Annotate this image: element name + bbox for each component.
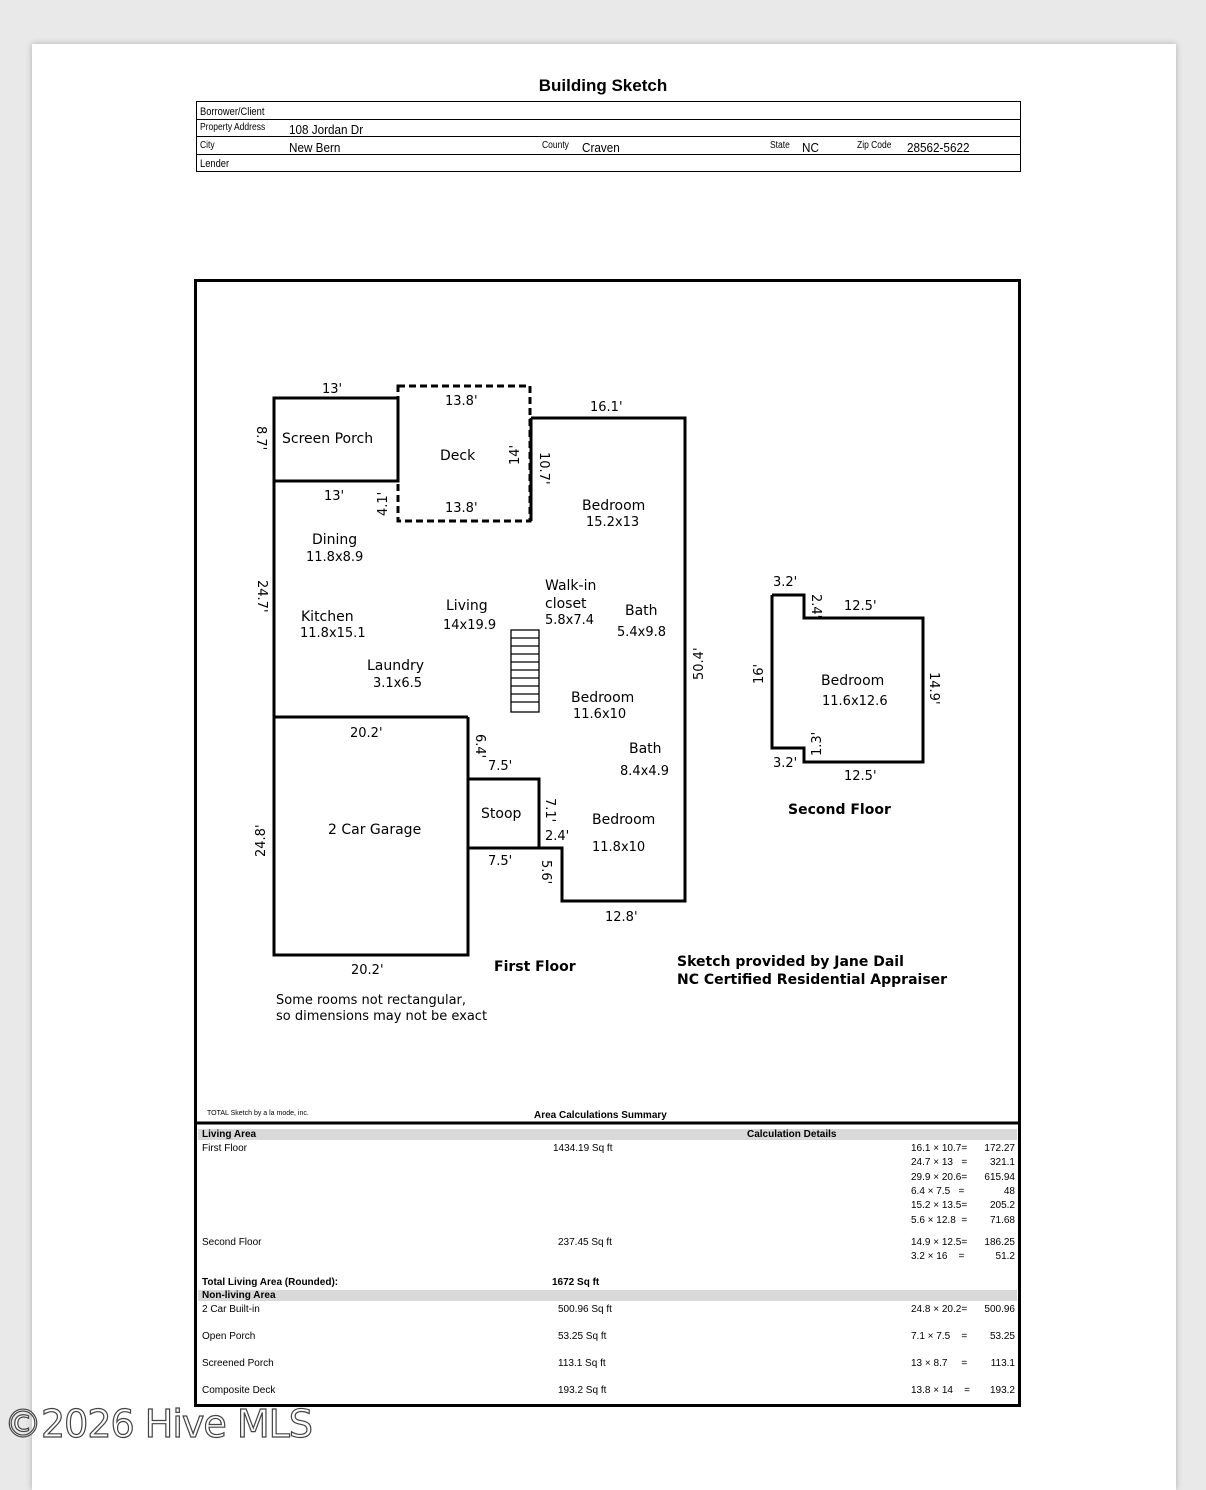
dim-step: 2.4' bbox=[545, 829, 570, 844]
kitchen-size: 11.8x15.1 bbox=[300, 626, 366, 641]
non-living-calc-expr: 24.8 × 20.2= bbox=[911, 1304, 968, 1315]
dim-sf-bottom: 12.5' bbox=[844, 769, 877, 784]
dim-deck-bottom: 13.8' bbox=[445, 501, 478, 516]
first-floor-walls bbox=[274, 398, 685, 955]
bath1-size: 5.4x9.8 bbox=[617, 625, 667, 640]
zip-label: Zip Code bbox=[857, 140, 892, 151]
county-value: Craven bbox=[582, 140, 620, 155]
total-living-label: Total Living Area (Rounded): bbox=[202, 1277, 339, 1288]
borrower-label: Borrower/Client bbox=[200, 106, 265, 118]
non-living-band bbox=[198, 1290, 1017, 1301]
calc-details-heading: Calculation Details bbox=[747, 1129, 837, 1140]
dim-deck-left: 4.1' bbox=[376, 491, 391, 516]
garage-label: 2 Car Garage bbox=[328, 822, 422, 838]
dim-stoop-top: 7.5' bbox=[488, 759, 513, 774]
dim-sf-bottom-left: 3.2' bbox=[773, 756, 798, 771]
first-floor-row-label: First Floor bbox=[202, 1143, 247, 1154]
non-living-calc-expr: 7.1 × 7.5 = bbox=[911, 1331, 968, 1342]
living-size: 14x19.9 bbox=[443, 618, 497, 633]
bedroom3-label: Bedroom bbox=[592, 812, 656, 828]
second-floor-calc-value: 186.25 bbox=[984, 1237, 1015, 1248]
dim-sf-notch-top: 2.4' bbox=[808, 594, 823, 619]
non-living-heading: Non-living Area bbox=[202, 1290, 276, 1301]
summary-title: Area Calculations Summary bbox=[534, 1110, 667, 1121]
living-area-heading: Living Area bbox=[202, 1129, 257, 1140]
non-living-calc-expr: 13 × 8.7 = bbox=[911, 1358, 968, 1369]
dim-sf-top-left: 3.2' bbox=[773, 575, 798, 590]
first-floor-calc-value: 205.2 bbox=[989, 1200, 1015, 1212]
first-floor-calc-expr: 24.7 × 13 = bbox=[911, 1157, 968, 1169]
second-floor-bedroom-size: 11.6x12.6 bbox=[822, 694, 888, 709]
dim-porch-top: 13' bbox=[322, 382, 343, 397]
county-label: County bbox=[542, 140, 569, 151]
stairs-icon bbox=[511, 630, 539, 712]
city-label: City bbox=[200, 140, 215, 151]
dim-deck-top: 13.8' bbox=[445, 394, 478, 409]
second-floor-labels bbox=[752, 575, 941, 818]
dim-sf-top: 12.5' bbox=[844, 599, 877, 614]
bath1-label: Bath bbox=[625, 603, 658, 619]
provider-line-2: NC Certified Residential Appraiser bbox=[677, 972, 948, 988]
non-living-calc-expr: 13.8 × 14 = bbox=[911, 1385, 970, 1396]
second-floor-row-label: Second Floor bbox=[202, 1237, 262, 1248]
non-living-calc-value: 500.96 bbox=[984, 1304, 1015, 1315]
second-floor-row-area: 237.45 Sq ft bbox=[558, 1237, 612, 1248]
living-label: Living bbox=[446, 598, 488, 614]
bedroom3-size: 11.8x10 bbox=[592, 840, 646, 855]
non-living-area: 500.96 Sq ft bbox=[558, 1304, 612, 1315]
second-floor-title: Second Floor bbox=[788, 802, 891, 818]
first-floor-calc-value: 48 bbox=[1003, 1185, 1015, 1197]
bedroom2-label: Bedroom bbox=[571, 690, 635, 706]
first-floor-calc-expr: 15.2 × 13.5= bbox=[911, 1200, 968, 1212]
lender-label: Lender bbox=[200, 158, 230, 170]
second-floor-calc-expr: 3.2 × 16 = bbox=[911, 1251, 965, 1262]
dim-garage-side: 24.8' bbox=[254, 824, 269, 857]
first-floor-calc-value: 71.68 bbox=[989, 1214, 1015, 1226]
dim-porch-side: 8.7' bbox=[253, 426, 268, 451]
bedroom1-size: 15.2x13 bbox=[586, 515, 640, 530]
dim-porch-bottom: 13' bbox=[324, 489, 345, 504]
deck-label: Deck bbox=[440, 448, 476, 464]
software-credit: TOTAL Sketch by a la mode, inc. bbox=[207, 1110, 309, 1117]
second-floor-calc-expr: 14.9 × 12.5= bbox=[911, 1237, 968, 1248]
state-label: State bbox=[770, 140, 790, 151]
non-living-label: Composite Deck bbox=[202, 1385, 276, 1396]
first-floor-calc-value: 321.1 bbox=[989, 1157, 1015, 1169]
non-living-calc-value: 53.25 bbox=[989, 1331, 1015, 1342]
dim-bedroom-top: 16.1' bbox=[590, 400, 623, 415]
non-living-calc-value: 113.1 bbox=[990, 1358, 1015, 1369]
dim-left-mid: 24.7' bbox=[254, 580, 269, 613]
address-label: Property Address bbox=[200, 122, 266, 133]
dim-notch: 6.4' bbox=[472, 734, 487, 759]
second-floor-calc-value: 51.2 bbox=[995, 1251, 1015, 1262]
stoop-label: Stoop bbox=[481, 806, 522, 822]
kitchen-label: Kitchen bbox=[301, 609, 354, 625]
note-line-1: Some rooms not rectangular, bbox=[276, 993, 467, 1008]
first-floor-calc-expr: 6.4 × 7.5 = bbox=[911, 1185, 965, 1197]
dim-sf-notch-bottom: 1.3' bbox=[810, 731, 825, 756]
first-floor-calc-expr: 29.9 × 20.6= bbox=[911, 1171, 968, 1183]
dim-bedroom-left: 10.7' bbox=[536, 452, 551, 485]
laundry-size: 3.1x6.5 bbox=[373, 676, 423, 691]
dim-stoop-side: 7.1' bbox=[542, 798, 557, 823]
first-floor-calc-expr: 16.1 × 10.7= bbox=[911, 1143, 968, 1154]
dining-size: 11.8x8.9 bbox=[306, 550, 364, 565]
page-title: Building Sketch bbox=[538, 76, 668, 95]
first-floor-row-area: 1434.19 Sq ft bbox=[553, 1143, 613, 1154]
non-living-label: 2 Car Built-in bbox=[202, 1304, 260, 1315]
city-value: New Bern bbox=[289, 140, 341, 155]
dim-stoop-bottom: 7.5' bbox=[488, 854, 513, 869]
non-living-area: 113.1 Sq ft bbox=[558, 1358, 606, 1369]
watermark: ©2026 Hive MLS bbox=[4, 1402, 312, 1446]
bath2-size: 8.4x4.9 bbox=[620, 764, 670, 779]
total-living-value: 1672 Sq ft bbox=[552, 1277, 600, 1288]
bath2-label: Bath bbox=[629, 741, 662, 757]
dim-bottom: 12.8' bbox=[605, 910, 638, 925]
address-value: 108 Jordan Dr bbox=[289, 122, 364, 137]
bedroom1-label: Bedroom bbox=[582, 498, 646, 514]
non-living-label: Open Porch bbox=[202, 1331, 256, 1342]
first-floor-calc-expr: 5.6 × 12.8 = bbox=[911, 1214, 968, 1226]
dim-deck-right: 14' bbox=[508, 444, 523, 465]
laundry-label: Laundry bbox=[367, 658, 425, 674]
screen-porch-label: Screen Porch bbox=[282, 431, 374, 447]
zip-value: 28562-5622 bbox=[907, 140, 970, 155]
non-living-area: 193.2 Sq ft bbox=[558, 1385, 607, 1396]
walkin-label-2: closet bbox=[545, 596, 587, 612]
first-floor-calc-value: 172.27 bbox=[984, 1143, 1015, 1154]
dim-lower-wall: 5.6' bbox=[538, 860, 553, 885]
walkin-label-1: Walk-in bbox=[545, 578, 597, 594]
first-floor-dimensions bbox=[253, 382, 707, 978]
dim-garage-bottom: 20.2' bbox=[351, 963, 384, 978]
bedroom2-size: 11.6x10 bbox=[573, 707, 627, 722]
non-living-calc-value: 193.2 bbox=[989, 1385, 1015, 1396]
walkin-size: 5.8x7.4 bbox=[545, 613, 595, 628]
dim-garage-top: 20.2' bbox=[350, 726, 383, 741]
dim-sf-right: 14.9' bbox=[926, 672, 941, 705]
dim-right-wall: 50.4' bbox=[692, 647, 707, 680]
dim-sf-left: 16' bbox=[752, 663, 767, 684]
dining-label: Dining bbox=[312, 532, 358, 548]
living-area-band bbox=[198, 1129, 1017, 1140]
first-floor-title: First Floor bbox=[494, 959, 576, 975]
first-floor-calc-value: 615.94 bbox=[984, 1171, 1015, 1183]
non-living-label: Screened Porch bbox=[202, 1358, 274, 1369]
state-value: NC bbox=[802, 140, 819, 155]
provider-line-1: Sketch provided by Jane Dail bbox=[677, 954, 904, 970]
second-floor-bedroom-label: Bedroom bbox=[821, 673, 885, 689]
non-living-area: 53.25 Sq ft bbox=[558, 1331, 607, 1342]
note-line-2: so dimensions may not be exact bbox=[276, 1009, 488, 1024]
